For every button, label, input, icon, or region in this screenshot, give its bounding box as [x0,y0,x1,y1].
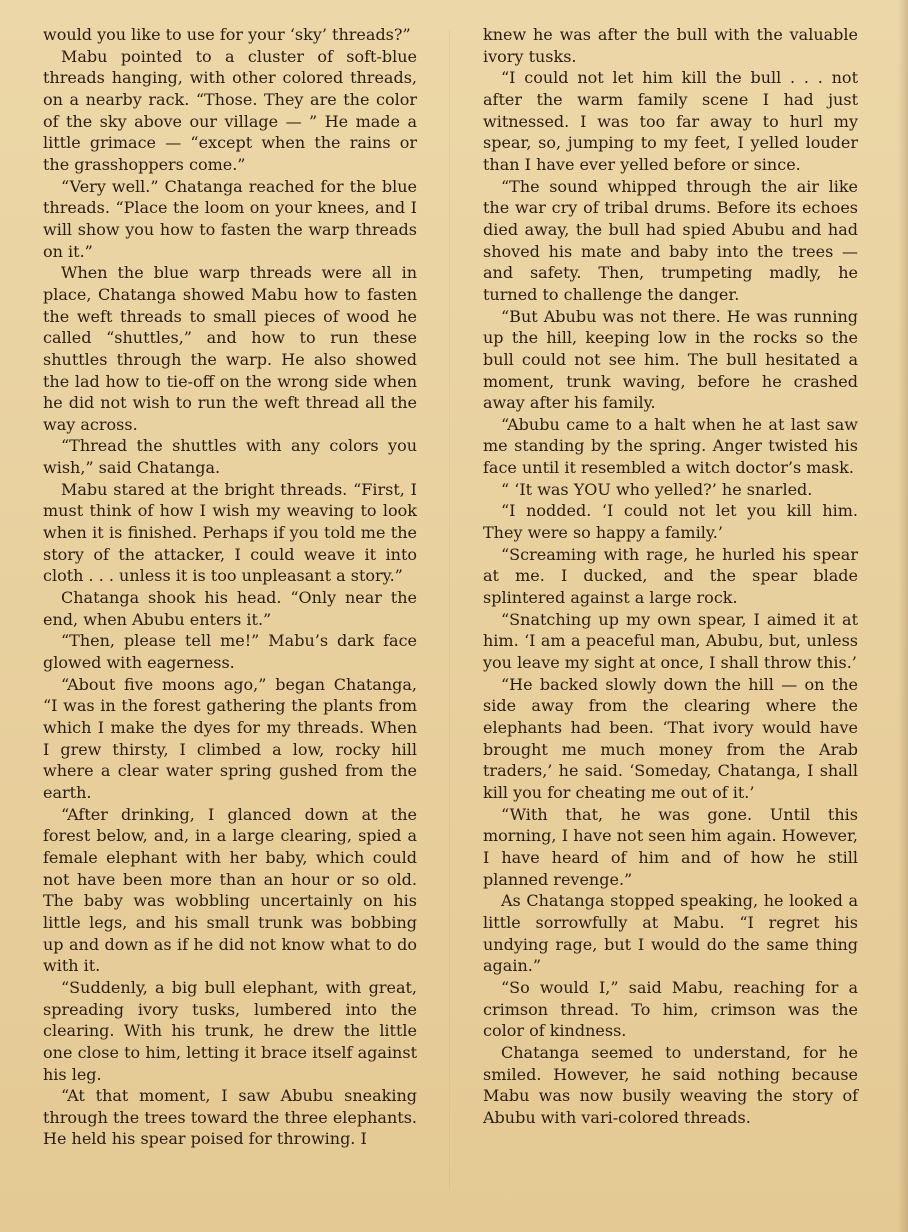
paragraph: “Screaming with rage, he hurled his spear at me. I ducked, and the spear blade splintered against a large rock. [483,544,858,608]
paragraph: “The sound whipped through the air like the war cry of tribal drums. Before its echoes died away, the bull had spied Abubu and had shoved his mate and baby into the trees — and safety. Then, trumpeting madly, he turned to challenge the danger. [483,176,858,304]
paragraph: “Thread the shuttles with any colors you wish,” said Chatanga. [43,436,417,478]
paragraph: “But Abubu was not there. He was running up the hill, keeping low in the rocks so the bull could not see him. The bull hesitated a moment, trunk waving, before he crashed away after his family. [483,306,858,413]
paragraph: “ ‘It was YOU who yelled?’ he snarled. [501,479,813,499]
paragraph: “I nodded. ‘I could not let you kill him. They were so happy a family.’ [483,501,858,543]
column-gutter [449,30,450,1190]
paragraph: “Snatching up my own spear, I aimed it at him. ‘I am a peaceful man, Abubu, but, unless you leave my sight at once, I shall throw this.’ [483,609,858,673]
paragraph: “Abubu came to a halt when he at last saw me standing by the spring. Anger twisted his face until it resembled a witch doctor’s mask. [483,414,858,478]
paragraph: Chatanga shook his head. “Only near the end, when Abubu enters it.” [43,588,417,629]
paragraph: Mabu stared at the bright threads. “First, I must think of how I wish my weaving to look when it is finished. Perhaps if you told me the story of the attacker, I could weave it into cloth . . . unless it is too unpleasant a story.” [43,479,417,586]
paragraph: “At that moment, I saw Abubu sneaking through the trees toward the three elephants. He held his spear poised for throwing. I [43,1086,417,1149]
right-column [483,24,858,1128]
paragraph: “Suddenly, a big bull elephant, with great, spreading ivory tusks, lumbered into the clearing. With his trunk, he drew the little one close to him, letting it brace itself against his leg. [43,977,417,1084]
paragraph: When the blue warp threads were all in place, Chatanga showed Mabu how to fasten the weft threads to small pieces of wood he called “shuttles,” and how to run these shuttles through the warp. He also showed the lad how to tie-off on the wrong side when he did not wish to run the weft thread all the way across. [43,263,417,434]
paragraph: would you like to use for your ‘sky’ threads?” [43,25,411,44]
paragraph: “With that, he was gone. Until this morning, I have not seen him again. However, I have heard of him and of how he still planned revenge.” [483,804,858,889]
paragraph: “After drinking, I glanced down at the forest below, and, in a large clearing, spied a female elephant with her baby, which could not have been more than an hour or so old. The baby was wobbling uncertainly on his little legs, and his small trunk was bobbing up and down as if he did not know what to do with it. [43,804,417,976]
paragraph: “Then, please tell me!” Mabu’s dark face glowed with eagerness. [43,631,417,673]
paragraph: Chatanga seemed to understand, for he smiled. However, he said nothing because Mabu was now busily weaving the story of Abubu with vari-colored threads. [483,1042,858,1127]
paragraph: “Very well.” Chatanga reached for the blue threads. “Place the loom on your knees, and I will show you how to fasten the warp threads on it.” [43,176,417,261]
paragraph: “So would I,” said Mabu, reaching for a crimson thread. To him, crimson was the color of kindness. [483,977,858,1041]
paragraph: knew he was after the bull with the valuable ivory tusks. [483,25,858,66]
paragraph: “I could not let him kill the bull . . . not after the warm family scene I had just witnessed. I was too far away to hurl my spear, so, jumping to my feet, I yelled louder than I have ever yelled before or since. [483,68,858,174]
paragraph: “About five moons ago,” began Chatanga, “I was in the forest gathering the plants from which I make the dyes for my threads. When I grew thirsty, I climbed a low, rocky hill where a clear water spring gushed from the earth. [43,674,417,802]
page-edge-shadow [898,0,908,1232]
paragraph: As Chatanga stopped speaking, he looked a little sorrowfully at Mabu. “I regret his undying rage, but I would do the same thing again.” [483,891,858,976]
paragraph: Mabu pointed to a cluster of soft-blue threads hanging, with other colored threads, on a nearby rack. “Those. They are the color of the sky above our village — ” He made a little grimace — “except when the rains or the grasshoppers come.” [43,46,417,174]
paragraph: “He backed slowly down the hill — on the side away from the clearing where the elephants had been. ‘That ivory would have brought me much money from the Arab traders,’ he said. ‘Someday, Chatanga, I shall kill you for cheating me out of it.’ [483,674,858,802]
left-column [43,24,417,1150]
